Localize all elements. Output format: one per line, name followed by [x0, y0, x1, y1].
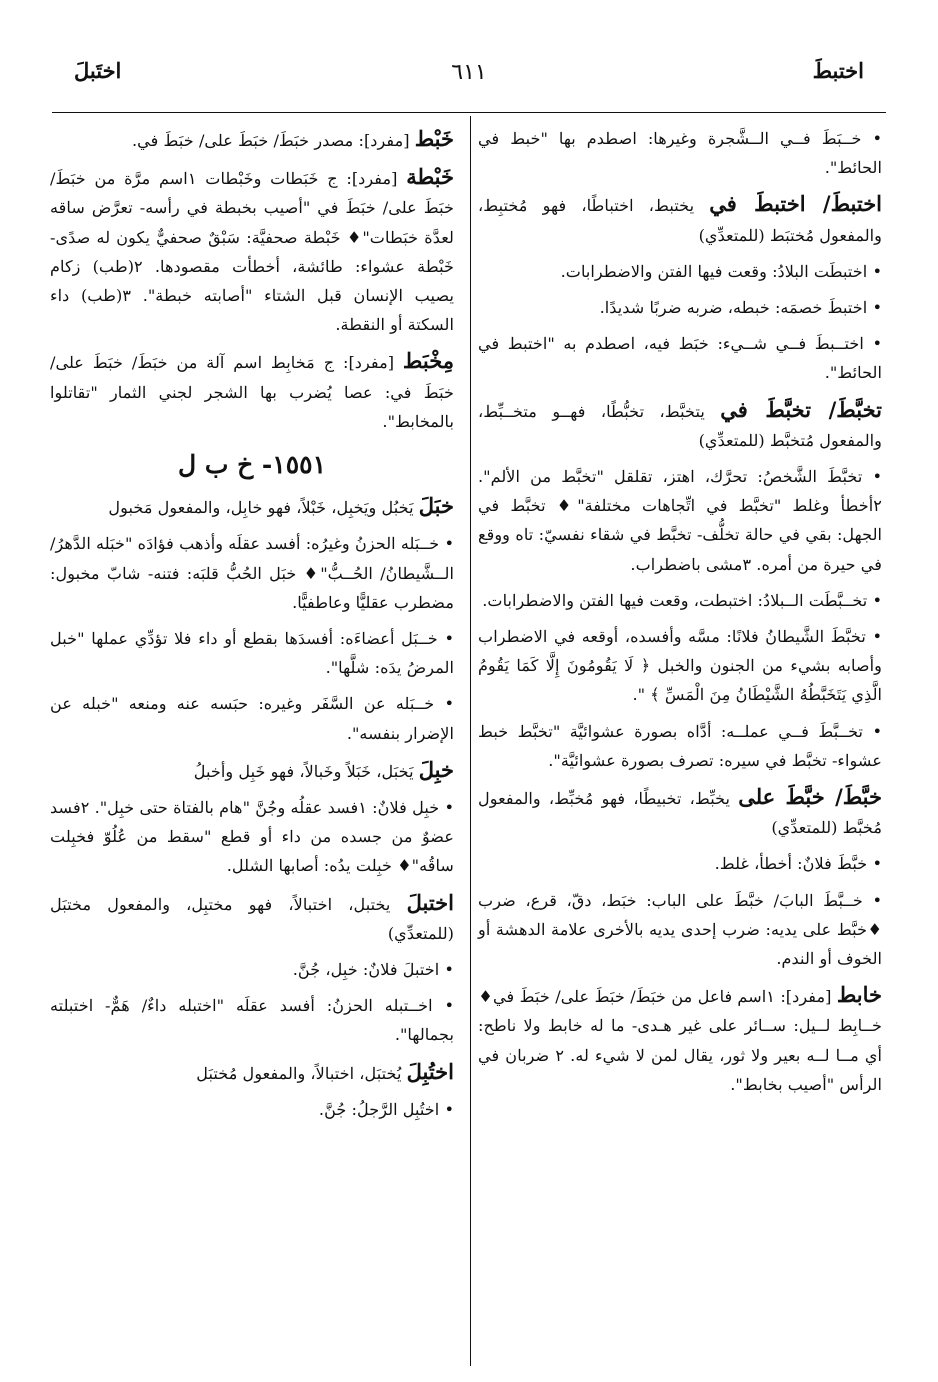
entry-text: • اختبطَ خصمَه: خبطه، ضربه ضربًا شديدًا. — [599, 298, 882, 318]
entry-text: • اختبلَ فلانٌ: خبِل، جُنَّ. — [292, 960, 454, 980]
entry-text: [مفرد]: مصدر خبَطَ/ خبَطَ على/ خبَطَ في. — [132, 131, 415, 150]
entry-text: • خــبَطَ فــي الــشَّجرة وغيرها: اصطدم بها "خبط في الحائط". — [478, 129, 882, 178]
entry-text: [مفرد]: ج خَبَطات وخَبْطات ١اسم مرَّة من خبَطَ/ خبَطَ على/ خبَطَ في "أصيب بخبطة في رأسه- تعرَّض ساقه لعدَّة خبَطات"♦ خَبْطة صحفيَّة: سَبْقٌ صحفيٌّ يكون له صدًى- خَبْطة عشواء: طائشة، أخطأت مقصودها. ٢(طب) زكام يصيب الإنسان قبل الشتاء "أصابته خبطة". ٣(طب) داء السكتة أو النقطة. — [50, 169, 454, 335]
entry-text: [مفرد]: ١اسم فاعل من خبَطَ/ خبَطَ على/ خبَطَ في♦ خــابِط لــيل: ســائر على غير هـدى- ما له خابط ولا ناطح: أي مــا لــه بعير ولا ثور، يقال لمن لا شيء له. ٢ ضربان في الرأس "أصيب بخابط". — [478, 987, 882, 1094]
entry-text: يَخبَل، خَبَلاً وخَبالاً، فهو خَبِل وأخبلُ — [193, 761, 419, 781]
page-number: ٦١١ — [451, 60, 487, 85]
sense-entry — [50, 991, 454, 1049]
sense-entry — [50, 529, 454, 617]
entry-text: [مفرد]: ج مَخابِط اسم آلة من خبَطَ/ خبَطَ على/ خبَطَ في: عصا يُضرب بها الشجر لجني الثمار "تقاتلوا بالمخابط". — [50, 353, 454, 431]
headword: تخبَّطَ/ تخبَّطَ في — [720, 396, 882, 422]
sense-entry — [478, 849, 882, 878]
headword: خبَلَ — [418, 493, 454, 519]
entry-text: يتخبَّط، تخبُّطًا، فهــو متخــبِّط، والمفعول مُتخبَّط (للمتعدِّي) — [478, 401, 882, 450]
entry-text: • خــبَل أعضاءَه: أفسدَها بقطع أو داء فلا تؤدِّي عملها "خبل المرضُ يدَه: شلَّها". — [50, 629, 454, 678]
entry-text: • خــبَله الحزنُ وغيرُه: أفسد عقلَه وأذهب فؤادَه "خبَله الدَّهرُ/ الــشَّيطانُ/ الحُــبُّ"♦ خبَل الحُبُّ قلبَه: فتنه- شابّ مخبول: مضطرب عقليًّا وعاطفيًّا. — [50, 534, 454, 612]
headword-entry — [50, 124, 454, 155]
headword-entry — [50, 162, 454, 339]
root-section-heading: ١٥٥١- خ ب ل — [177, 450, 327, 480]
entry-text: • اختبطَت البلادُ: وقعت فيها الفتن والاضطرابات. — [560, 261, 882, 281]
headword-entry — [50, 888, 454, 948]
entry-text: يُختبَل، اختبالاً، والمفعول مُختبَل — [196, 1063, 407, 1083]
entry-text: • تخبَّطَ الشَّيطانُ فلانًا: مسَّه وأفسده، أوقعه في الاضطراب وأصابه بشيء من الجنون والخبل ﴿ لَا يَقُومُونَ إِلَّا كَمَا يَقُومُ الَّذِي يَتَخَبَّطُهُ الشَّيْطَانُ مِنَ الْمَسِّ ﴾ ". — [478, 627, 882, 705]
headword-entry — [478, 395, 882, 455]
sense-entry — [478, 717, 882, 775]
sense-entry — [478, 293, 882, 322]
sense-entry — [478, 462, 882, 579]
headword: خابط — [836, 982, 882, 1008]
entry-text: • اخــتبله الحزنُ: أفسد عقلَه "اختبله داءٌ/ هَمٌّ- اختبلته بجمالها". — [50, 996, 454, 1045]
headword-entry — [478, 189, 882, 249]
headword-entry — [50, 491, 454, 522]
entry-text: يَخبُل ويَخبِل، خَبْلاً، فهو خابِل، والمفعول مَخبول — [108, 498, 419, 518]
running-head-left: اختَبلَ — [74, 58, 122, 83]
entry-text: • خــبَله عن السَّفَر وغيره: حبَسه عنه ومنعه "خبله عن الإضرار بنفسه". — [50, 694, 454, 743]
headword: اختبطَ/ اختبطَ في — [709, 191, 883, 217]
headword-entry — [50, 1057, 454, 1088]
headword-entry — [50, 346, 454, 436]
column-divider — [470, 116, 471, 1366]
sense-entry — [50, 624, 454, 682]
entry-text: • تخــبَّطَ فــي عملــه: أدَّاه بصورة عشوائيَّة "تخبَّط خبط عشواء- تخبَّط في سيره: تصرف بصورة عشوائيَّة". — [478, 721, 882, 770]
sense-entry — [478, 124, 882, 182]
entry-text: • تخــبَّطَت الــبلادُ: اختبطت، وقعت فيها الفتن والاضطرابات. — [482, 590, 882, 610]
headword: اختُبِلَ — [406, 1058, 454, 1084]
entry-text: يختبط، اختباطًا، فهو مُختبِط، والمفعول مُختبَط (للمتعدِّي) — [478, 196, 882, 245]
running-head-right: اختبطَ — [812, 58, 864, 83]
sense-entry — [50, 955, 454, 984]
headword: خبَّطَ/ خبَّطَ على — [738, 784, 882, 810]
sense-entry — [50, 1095, 454, 1124]
entry-text: • اختــبطَ فــي شــيء: خبَط فيه، اصطدم به "اختبط في الحائط". — [478, 334, 882, 383]
headword-entry — [50, 755, 454, 786]
entry-text: • اختُبِل الرَّجلُ: جُنَّ. — [318, 1099, 454, 1119]
headword-entry — [478, 782, 882, 842]
sense-entry — [50, 689, 454, 747]
sense-entry — [478, 257, 882, 286]
sense-entry — [478, 886, 882, 974]
entry-text: يخبِّط، تخبيطًا، فهو مُخبِّط، والمفعول مُخبَّط (للمتعدِّي) — [478, 789, 882, 838]
entry-text: • خبَّطَ فلانٌ: أخطأ، غلط. — [714, 854, 882, 874]
sense-entry — [478, 329, 882, 387]
sense-entry — [50, 793, 454, 881]
headword: خبِلَ — [418, 756, 454, 782]
entry-text: يختبل، اختبالاً، فهو مختبِل، والمفعول مختبَل (للمتعدِّي) — [50, 894, 454, 943]
entry-text: • خــبَّطَ البابَ/ خبَّطَ على الباب: خبَط، دقّ، قرع، ضرب ♦خبَّط على يديه: ضرب إحدى يديه بالأخرى علامة الدهشة أو الخوف أو الندم. — [478, 890, 882, 969]
header-rule — [52, 112, 886, 113]
entry-text: • خبِل فلانٌ: ١فسد عقلُه وجُنَّ "هام بالفتاة حتى خبِل". ٢فسد عضوٌ من جسده من داء أو قطع "سقط من عُلُوّ فخبِلت ساقُه"♦ خبِلت يدُه: أصابها الشلل. — [50, 798, 454, 876]
headword: مِخْبَط — [402, 348, 454, 374]
headword: خَبْطة — [406, 164, 454, 190]
headword-entry — [478, 980, 882, 1099]
entry-text: • تخبَّطَ الشَّخصُ: تحرَّك، اهتز، تقلقل "تخبَّط من الألم". ٢أخطأ وغلط "تخبَّط في اتِّجاهات مختلفة"♦ تخبَّط في الجهل: بقي في حالة تخلُّف- تخبَّط في شقاء نفسيّ: تاه ووقع في حيرة من أمره. ٣مشى باضطراب. — [478, 467, 882, 574]
left-column — [50, 124, 454, 1131]
right-column — [478, 124, 882, 1106]
headword: اختبلَ — [406, 889, 454, 915]
sense-entry — [478, 586, 882, 615]
headword: خَبْط — [414, 126, 454, 151]
sense-entry — [478, 622, 882, 710]
